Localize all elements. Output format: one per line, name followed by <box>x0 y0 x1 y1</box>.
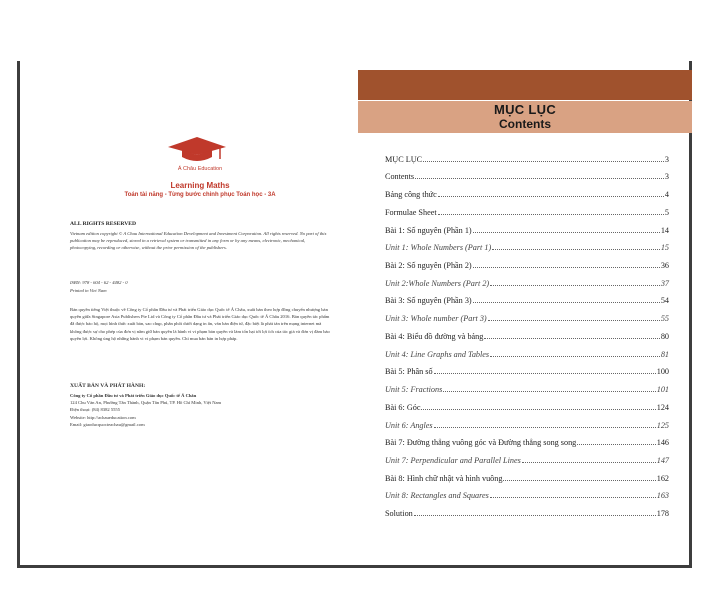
isbn: ISBN: 978 - 604 - 62 - 4482 - 0 <box>70 280 128 285</box>
toc-entry[interactable] <box>385 146 669 164</box>
toc-leader-dots <box>484 338 659 339</box>
toc-entry-page: 15 <box>660 243 669 253</box>
toc-entry[interactable] <box>385 341 669 359</box>
toc-entry[interactable] <box>385 359 669 377</box>
toc-entry-page: 101 <box>656 385 669 395</box>
toc-leader-dots <box>490 356 660 357</box>
toc-entry-label: Formulae Sheet <box>385 207 437 217</box>
toc-leader-dots <box>473 267 660 268</box>
publisher-website: Website: http://achaueducation.com <box>70 414 136 420</box>
publisher-phone: Điện thoại: (84) 8382 5555 <box>70 407 121 413</box>
toc-entry[interactable] <box>385 252 669 270</box>
toc-entry[interactable] <box>385 394 669 412</box>
toc-entry-page: 80 <box>660 331 669 341</box>
toc-entry[interactable] <box>385 235 669 253</box>
toc-entry[interactable] <box>385 270 669 288</box>
toc-entry-label: Unit 7: Perpendicular and Parallel Lines <box>385 455 521 465</box>
toc-entry[interactable] <box>385 430 669 448</box>
logo-name: Á Châu Education <box>177 166 223 172</box>
toc-leader-dots <box>438 214 664 215</box>
toc-entry[interactable] <box>385 447 669 465</box>
contents-heading-en: Contents <box>499 117 551 131</box>
toc-entry[interactable] <box>385 323 669 341</box>
toc-entry[interactable] <box>385 465 669 483</box>
toc-leader-dots <box>473 232 660 233</box>
toc-leader-dots <box>438 196 664 197</box>
toc-entry-page: 36 <box>660 261 669 271</box>
book-subtitle: Toán tài năng - Từng bước chinh phục Toán học - 3A <box>124 192 276 198</box>
toc-entry-page: 55 <box>660 314 669 324</box>
toc-entry[interactable] <box>385 483 669 501</box>
book-spread <box>17 61 692 568</box>
toc-entry-page: 3 <box>664 172 669 182</box>
toc-leader-dots <box>414 515 656 516</box>
toc-leader-dots <box>490 497 656 498</box>
toc-entry-label: Bài 6: Góc <box>385 402 421 412</box>
toc-leader-dots <box>434 373 656 374</box>
toc-entry-page: 146 <box>656 438 669 448</box>
toc-entry-label: Contents <box>385 172 415 182</box>
toc-leader-dots <box>473 302 660 303</box>
book-title: Learning Maths <box>170 181 230 190</box>
toc-leader-dots <box>423 161 664 162</box>
toc-leader-dots <box>490 285 660 286</box>
toc-entry-label: Bài 8: Hình chữ nhật và hình vuông <box>385 473 503 483</box>
toc-entry[interactable] <box>385 305 669 323</box>
toc-entry-page: 162 <box>656 473 669 483</box>
publisher-address: 124 Chu Văn An, Phường Tân Thành, Quận Tân Phú, TP. Hồ Chí Minh, Việt Nam <box>70 400 222 406</box>
toc-entry[interactable] <box>385 412 669 430</box>
toc-entry-label: Unit 8: Rectangles and Squares <box>385 491 489 501</box>
toc-entry-page: 100 <box>656 367 669 377</box>
toc-leader-dots <box>434 427 656 428</box>
toc-entry[interactable] <box>385 217 669 235</box>
toc-entry-page: 124 <box>656 402 669 412</box>
toc-entry-page: 125 <box>656 420 669 430</box>
toc-entry[interactable] <box>385 181 669 199</box>
toc-entry-label: Unit 3: Whole number (Part 3) <box>385 314 487 324</box>
toc-leader-dots <box>488 320 660 321</box>
toc-entry-page: 178 <box>656 509 669 519</box>
rights-heading: ALL RIGHTS RESERVED <box>70 221 137 227</box>
toc-entry-label: Bài 7: Đường thẳng vuông góc và Đường thẳng song song <box>385 438 577 448</box>
copyright-paragraph: Bản quyền tiếng Việt thuộc về Công ty Cổ phần Đầu tư và Phát triển Giáo dục Quốc tế Á Châu, xuất bản theo hợp đồng chuyển nhượng bản quyền giữa Singapore Asia Publishers Pte Ltd và Công ty Cổ phần Đầu tư và Phát triển Giáo dục Quốc tế Á Châu 2016. Bản quyền tác phẩm đã được bảo hộ, mọi hình thức xuất bản, sao chụp, phân phối dưới dạng in ấn, văn bản điện tử, đặc biệt là phát tán trên mạng internet mà không được sự cho phép của đơn vị nắm giữ bản quyền là hành vi vi phạm bản quyền và làm tổn hại tới lợi ích của tác giả và đơn vị đảm bảo quyền lợi. Không ủng hộ những hành vi vi phạm bản quyền. Chỉ mua bán bản in hợp pháp. <box>70 307 330 341</box>
toc-entry[interactable] <box>385 288 669 306</box>
toc-entry-label: Unit 1: Whole Numbers (Part 1) <box>385 243 492 253</box>
toc-entry-label: Unit 4: Line Graphs and Tables <box>385 349 490 359</box>
toc-leader-dots <box>503 480 655 481</box>
toc-entry-label: Unit 5: Fractions <box>385 385 443 395</box>
toc-entry-label: Bài 1: Số nguyên (Phần 1) <box>385 225 472 235</box>
toc-entry[interactable] <box>385 500 669 518</box>
rights-body: Vietnam edition copyright © A Chau International Education Development and Investment Corporation. All rights reserved. No part of this publication may be reproduced, stored in a retrieval system or transmitted in any form or by any means, electronic, mechanical, photocopying, recording or otherwise, without the prior permission of the publishers. <box>70 231 327 251</box>
toc-entry-label: Bài 4: Biểu đồ đường và bảng <box>385 331 484 341</box>
table-of-contents <box>385 146 669 518</box>
copyright-page <box>20 61 353 565</box>
toc-entry-page: 54 <box>660 296 669 306</box>
toc-entry-page: 3 <box>664 154 669 164</box>
toc-leader-dots <box>415 178 664 179</box>
toc-entry-page: 81 <box>660 349 669 359</box>
toc-entry[interactable] <box>385 199 669 217</box>
toc-entry-label: Bài 3: Số nguyên (Phần 3) <box>385 296 472 306</box>
toc-entry-page: 14 <box>660 225 669 235</box>
toc-entry-page: 4 <box>664 190 669 200</box>
toc-entry-label: MỤC LỤC <box>385 154 423 164</box>
toc-leader-dots <box>522 462 656 463</box>
toc-entry-page: 5 <box>664 207 669 217</box>
toc-entry-label: Unit 2:Whole Numbers (Part 2) <box>385 278 490 288</box>
publisher-heading: XUẤT BẢN VÀ PHÁT HÀNH: <box>70 383 146 389</box>
toc-entry[interactable] <box>385 164 669 182</box>
contents-heading-vi: MỤC LỤC <box>493 102 557 117</box>
toc-leader-dots <box>421 409 655 410</box>
publisher-block <box>70 392 330 428</box>
toc-entry[interactable] <box>385 376 669 394</box>
graduation-cap-logo-icon <box>168 137 226 163</box>
header-band <box>358 70 692 100</box>
toc-entry-label: Bài 2: Số nguyên (Phần 2) <box>385 261 472 271</box>
toc-leader-dots <box>443 391 655 392</box>
toc-leader-dots <box>577 444 655 445</box>
toc-entry-page: 147 <box>656 455 669 465</box>
printed-in: Printed in Viet Nam <box>70 288 107 293</box>
toc-entry-label: Solution <box>385 509 413 519</box>
publisher-name: Công ty Cổ phần Đầu tư và Phát triển Giáo dục Quốc tế Á Châu <box>70 393 197 398</box>
publisher-email: Email: giaoducquocteachau@gmail.com <box>70 421 145 427</box>
contents-page <box>358 61 692 565</box>
toc-leader-dots <box>492 249 660 250</box>
toc-entry-label: Bài 5: Phân số <box>385 367 433 377</box>
toc-entry-page: 163 <box>656 491 669 501</box>
toc-entry-page: 37 <box>660 278 669 288</box>
toc-entry-label: Unit 6: Angles <box>385 420 433 430</box>
toc-entry-label: Bảng công thức <box>385 190 437 200</box>
